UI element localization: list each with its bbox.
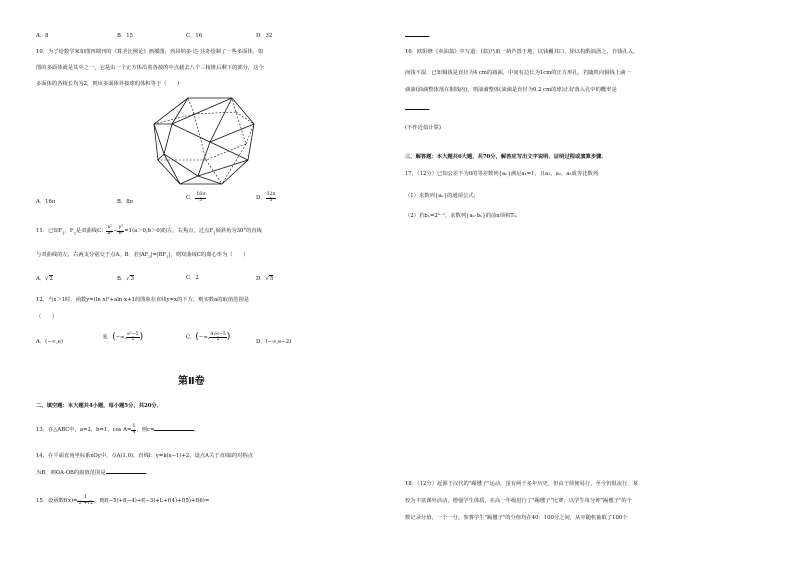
q11-option-b: B．√3 — [117, 276, 134, 282]
q11-sub-5: 2 — [166, 255, 169, 260]
q12-option-c-num: 4√e−5 — [210, 331, 226, 337]
q10-option-d-den: 3 — [269, 197, 273, 203]
q9-option-d: D．32 — [256, 33, 273, 39]
q15-text-b: ，则f(−5)+f(−4)+f(−3)+L+f(4)+f(5)+f(6)= — [94, 497, 210, 504]
q11-sub-3: 1 — [213, 231, 216, 236]
q10-line1: 10．为了给数学家如图四期刊的《算圣比例论》画插图，列昂纳多·达·芬奇绘制了一些多面体，如 — [36, 49, 264, 55]
q10-option-c — [186, 193, 206, 203]
q11-frac-x-den: a² — [107, 230, 113, 236]
q12-option-b-den: 2 — [131, 337, 135, 343]
q10-option-a: A．16π — [36, 199, 56, 205]
section2-heading: 二、填空题：本大题共4小题，每小题5分，共20分． — [36, 403, 162, 409]
q10-option-d-fraction — [266, 193, 277, 203]
q11-line2 — [36, 252, 249, 260]
q14-line2 — [36, 470, 151, 477]
q15-frac-den: 2ˣ+√2 — [78, 500, 94, 506]
q11-line2-c: |，则双曲线C的离心率为（ ） — [168, 252, 249, 258]
q12-line1: 12．当x＞1时，函数y=(ln x)²+aln x+1的图象在直线y=x的下方，则实数a的取值范围是 — [36, 297, 250, 303]
q12-option-c-fraction — [209, 333, 226, 343]
q11-option-a-label: A． — [36, 276, 46, 282]
q10-option-d-num: 32π — [266, 192, 276, 197]
q11-line2-a: 与双曲线的左，右两支分别交于点A，B．若|AF — [36, 252, 149, 258]
q13-answer-blank[interactable] — [154, 430, 194, 431]
q16-note: (不作近似计算) — [405, 125, 441, 131]
q12-option-b: B．(−∞, $\frac{\text{e²−5}}{2}$ ) — [103, 331, 144, 343]
q11-option-a: A．√2 — [36, 276, 53, 282]
q10-line3: 多面体的各棱长均为2，则该多面体外接球的体积等于（ ） — [36, 81, 183, 87]
q15-answer-end: ． — [429, 33, 435, 39]
q12-option-c-label: C． — [186, 334, 196, 341]
q11-text-b: ，F — [64, 227, 74, 234]
q13-frac-num: 1 — [132, 424, 136, 429]
q10-option-c-num: 16π — [196, 192, 206, 197]
q10-line2: 图的多面体就是其中之一，它是由一个正方体沿着各棱的中点截去八个三棱锥后剩下的部分，这个 — [36, 65, 264, 71]
q16-line4 — [405, 106, 434, 113]
q11-option-b-value: 3 — [130, 276, 134, 282]
q18-line3: 数记录分值，一个一分，参赛学生"踢毽子"的分值均在40：100分之间，从中随机抽取了100个 — [405, 515, 628, 521]
q16-line3: 滴油(油滴整体落在铜钱内)，则油滴整体(油滴是直径为0.2 cm的球)正好落入孔中的概率是 — [405, 87, 617, 93]
q10-option-c-label: C． — [186, 194, 196, 201]
q13-text-a: 13．在△ABC中，a=2，b=1，cos A= — [36, 426, 132, 433]
q17-line1: 17．（12分）已知公差不为0的等差数列{aₙ}满足a₁=1，且a₁，a₂，a₅成等比数列． — [405, 171, 604, 177]
q12-option-a: A．(−∞,e) — [36, 339, 63, 345]
q15-frac-num: 1 — [77, 496, 94, 502]
q11-text-a: 11．已知F — [36, 227, 63, 234]
q14-line1: 14．在平面直角坐标系xOy中，点A(1,0)，直线l：y=k(x−1)+2，设点A关于直线l的对称点 — [36, 453, 254, 459]
q16-answer-blank[interactable] — [405, 109, 429, 110]
q11-option-d-value: 5 — [269, 276, 274, 282]
q15-fraction — [77, 496, 94, 506]
q11-option-b-label: B． — [117, 276, 127, 282]
q11-option-d-label: D． — [256, 276, 266, 282]
q14-answer-blank[interactable] — [106, 473, 146, 474]
q12-option-c-pre: −∞, — [198, 334, 210, 341]
q13-frac-den: 4 — [132, 429, 136, 435]
q12-option-c: C．(−∞, $\frac{4√e-5}{2}$ ) — [186, 331, 231, 343]
q16-line2: 而钱不湿．已知铜钱是直径为4 cm的圆面，中间有边长为1cm的正方形孔，若随机向铜钱上滴一 — [405, 70, 631, 76]
q11-text-c: 是双曲线C： — [75, 227, 107, 234]
q16-line4-end: ． — [429, 106, 435, 112]
q11-text-d: =1(a＞0,b＞0)的左，右焦点，过点F — [124, 227, 214, 234]
q18-line1: 18．（12分）起源于汉代的"踢毽子"运动，虽有两千多年历史，但由于简便易行，至今仍很流行．某 — [405, 481, 638, 487]
q11-frac-x-num: x² — [107, 225, 112, 230]
cuboctahedron-figure — [150, 94, 260, 188]
q17-sub2: （2）若bₙ=2ⁿ⁻¹，求数列{aₙ·bₙ}的前n项和Tₙ． — [405, 213, 522, 219]
q10-option-c-fraction — [195, 193, 206, 203]
q16-line1: 16．欧阳修《卖油翁》中写道：(翁)乃取一葫芦置于地，以钱覆其口，徐以杓酌油沥之，自钱孔入， — [405, 49, 639, 55]
q10-option-b: B．8π — [117, 199, 134, 205]
q15-answer-blank[interactable] — [405, 36, 429, 37]
q12-option-b-fraction — [126, 333, 139, 343]
q17-sub1: （1）求数列{aₙ}的通项公式； — [405, 193, 479, 199]
q11-sub-2: 2 — [73, 231, 76, 236]
q15-text-a: 15．设函数f(x)= — [36, 497, 78, 504]
q12-option-b-pre: −∞, — [115, 334, 127, 341]
q11-option-d: D．√5 — [256, 276, 274, 282]
q11-sub-1: 1 — [62, 231, 65, 236]
q13-text-c: ． — [194, 426, 200, 433]
q12-line2: （ ） — [36, 314, 58, 320]
q15-answer-line — [405, 33, 434, 40]
q18-line2: 校为丰富课外活动，增强学生体质，在高一年级进行了"踢毽子"比赛，以学生每分钟"踢毽子"的个 — [405, 498, 632, 504]
q13-line — [36, 425, 200, 435]
q14-line2-text: 为B，则OA·OB的取值范围是 — [36, 470, 106, 476]
q14-line2-end: ． — [145, 470, 151, 476]
q12-option-c-den: 2 — [216, 337, 220, 343]
part2-title: 第Ⅱ卷 — [178, 376, 205, 387]
q10-option-d — [256, 193, 276, 203]
q9-option-c: C．16 — [186, 33, 203, 39]
q11-line2-b: |=|BF — [150, 252, 167, 258]
q11-option-a-value: 2 — [49, 276, 53, 282]
q11-text-e: 倾斜角为30°的直线 — [215, 227, 262, 234]
q11-option-c: C．2 — [186, 275, 199, 281]
q13-text-b: ，则c= — [136, 426, 155, 433]
q9-option-b: B．15 — [117, 33, 133, 39]
q11-frac-y-den: b² — [118, 230, 124, 236]
q11-line1: 11．已知$F_1$，$F_2$是双曲线C： $\frac{\text{x²}}{\text{a²}}$ − $\frac{\text{y²}}{\text{b²}}$ =1(a＞0,b＞0)的左，右焦点，过点$F_1$倾斜角为30°的直线 — [36, 225, 262, 236]
q9-option-a: A．8 — [36, 33, 49, 39]
q15-line — [36, 496, 209, 506]
q12-option-b-label: B． — [103, 334, 113, 341]
q11-frac-y-num: y² — [118, 225, 124, 230]
q10-option-c-den: 3 — [199, 197, 203, 203]
section3-heading: 三、解答题：本大题共6大题，共70分，解答应写出文字说明、证明过程或演算步骤． — [405, 154, 607, 160]
q11-sub-4: 2 — [148, 255, 151, 260]
q12-option-b-num: e²−5 — [127, 331, 139, 337]
q10-option-d-label: D． — [256, 194, 266, 201]
q12-option-d: D．(−∞,e−2) — [256, 339, 292, 345]
